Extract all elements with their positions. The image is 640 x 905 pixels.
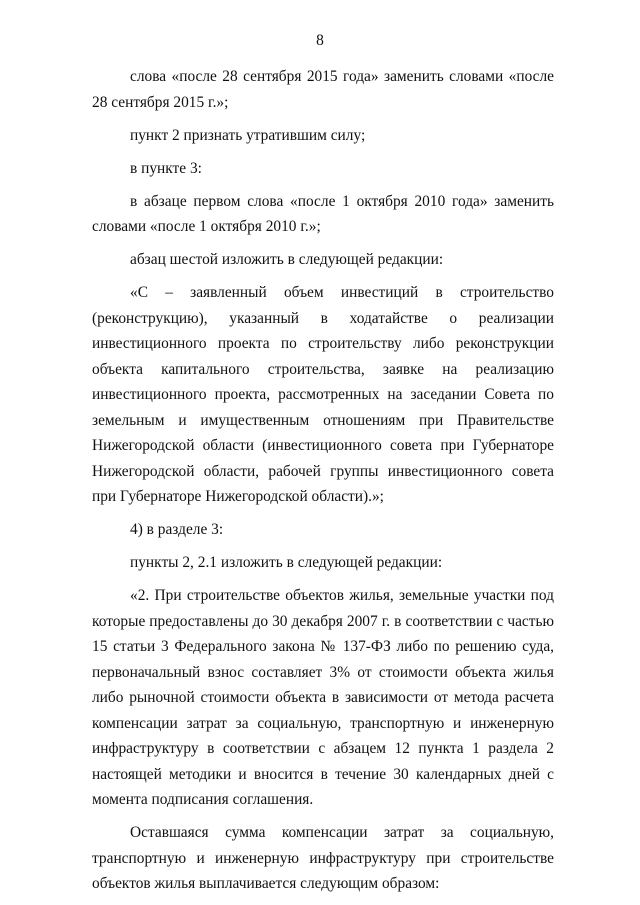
paragraph-replace-date-2015: слова «после 28 сентября 2015 года» заменить словами «после 28 сентября 2015 г.»; xyxy=(92,68,554,111)
paragraph-items-2-21-intro: пункты 2, 2.1 изложить в следующей редакции: xyxy=(130,554,443,571)
paragraph-item-2-void: пункт 2 признать утратившим силу; xyxy=(130,126,366,144)
document-body xyxy=(92,64,554,904)
paragraph-item-2-text: «2. При строительстве объектов жилья, земельные участки под которые предоставлены до 30 декабря 2007 г. в соответствии с частью 15 статьи 3 Федерального закона № 137-ФЗ либо по решению суда, первоначальный взнос составляет 3% от стоимости объекта жилья либо рыночной стоимости объекта в зависимости от метода расчета компенсации затрат за социальную, транспортную и инженерную инфраструктуру в соответствии с абзацем 12 пункта 1 раздела 2 настоящей методики и вносится в течение 30 календарных дней с момента подписания соглашения. xyxy=(92,587,554,808)
paragraph-section-3-heading: 4) в разделе 3: xyxy=(130,521,224,538)
paragraph-item-3-heading: в пункте 3: xyxy=(130,159,202,177)
paragraph-remaining-sum: Оставшаяся сумма компенсации затрат за социальную, транспортную и инженерную инфраструктуру при строительстве объектов жилья выплачивается следующим образом: xyxy=(92,824,554,892)
paragraph-replace-date-2010: в абзаце первом слова «после 1 октября 2010 года» заменить словами «после 1 октября 2010 г.»; xyxy=(92,192,554,235)
page-number: 8 xyxy=(316,32,324,49)
paragraph-sixth-abzac-intro: абзац шестой изложить в следующей редакции: xyxy=(130,251,444,268)
paragraph-investment-definition: «С – заявленный объем инвестиций в строительство (реконструкцию), указанный в ходатайстве о реализации инвестиционного проекта по строительству либо реконструкции объекта капитального строительства, заявке на реализацию инвестиционного проекта, рассмотренных на заседании Совета по земельным и имущественным отношениям при Правительстве Нижегородской области (инвестиционного совета при Губернаторе Нижегородской области, рабочей группы инвестиционного совета при Губернаторе Нижегородской области).»; xyxy=(92,284,554,505)
